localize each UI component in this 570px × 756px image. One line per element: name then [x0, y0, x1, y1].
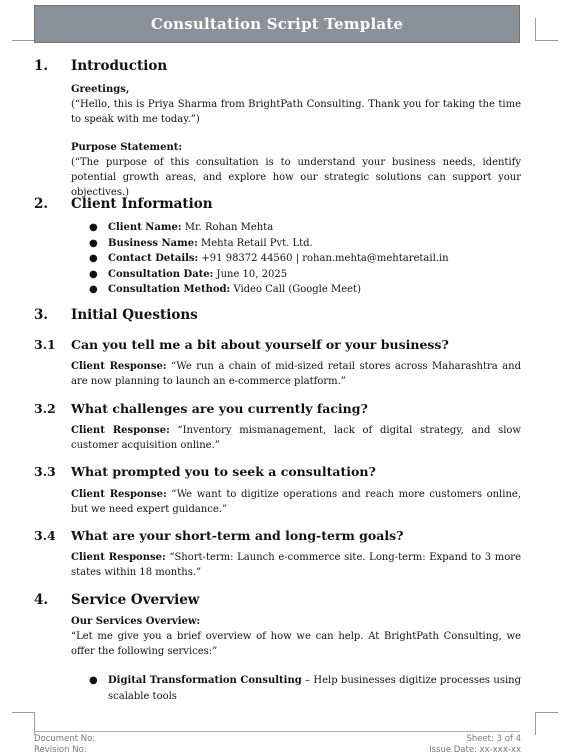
- client-response: Client Response: “We run a chain of mid-sized retail stores across Maharashtra and are now planning to launch an e-commerce platform.”: [71, 361, 521, 387]
- client-response: Client Response: “We want to digitize operations and reach more customers online, but we need expert guidance.”: [71, 489, 521, 515]
- client-response: Client Response: “Inventory mismanagement, lack of digital strategy, and slow customer acquisition online.”: [71, 425, 521, 451]
- bullet-icon: ●: [89, 675, 98, 686]
- services-list: [71, 673, 521, 704]
- question-heading: 3.1 Can you tell me a bit about yourself or your business?: [34, 337, 449, 352]
- list-item: ● Contact Details: +91 98372 44560 | rohan.mehta@mehtaretail.in: [71, 251, 521, 267]
- list-item: ● Client Name: Mr. Rohan Mehta: [71, 220, 521, 236]
- section-heading-introduction: 1. Introduction: [34, 58, 168, 74]
- purpose-label: Purpose Statement:: [71, 142, 183, 153]
- question-heading: 3.3 What prompted you to seek a consultation?: [34, 464, 376, 479]
- bullet-icon: ●: [89, 284, 98, 295]
- services-overview-text: “Let me give you a brief overview of how we can help. At BrightPath Consulting, we offer the following services:”: [71, 631, 521, 657]
- bullet-icon: ●: [89, 268, 98, 280]
- section-heading-initial-questions: 3. Initial Questions: [34, 307, 198, 323]
- client-info-list: [71, 220, 521, 298]
- list-item: ● Business Name: Mehta Retail Pvt. Ltd.: [71, 236, 521, 252]
- question-heading: 3.2 What challenges are you currently facing?: [34, 401, 368, 416]
- list-item: ● Digital Transformation Consulting – Help businesses digitize processes using scalable tools: [89, 675, 521, 702]
- corner-mark-bottom-right: [535, 712, 558, 735]
- services-overview-block: [71, 614, 521, 659]
- greetings-label: Greetings,: [71, 84, 130, 95]
- bullet-icon: ●: [89, 237, 98, 249]
- list-item: ● Consultation Date: June 10, 2025: [71, 267, 521, 283]
- footer-issue-date: Issue Date: xx-xxx-xx: [429, 745, 521, 755]
- bullet-icon: ●: [89, 222, 98, 233]
- greetings-block: [71, 82, 521, 127]
- footer-sheet: Sheet: 3 of 4: [466, 734, 521, 744]
- document-title: Consultation Script Template: [150, 15, 404, 33]
- question-heading: 3.4 What are your short-term and long-term goals?: [34, 528, 404, 543]
- footer-revision-no: Revision No:: [34, 745, 87, 755]
- purpose-text: (“The purpose of this consultation is to understand your business needs, identify potential growth areas, and explore how our strategic solutions can support your objectives.): [71, 157, 521, 198]
- services-overview-label: Our Services Overview:: [71, 616, 201, 627]
- corner-mark-bottom-left: [12, 712, 35, 735]
- footer-divider: [34, 731, 520, 732]
- title-banner: [34, 5, 520, 43]
- section-heading-service-overview: 4. Service Overview: [34, 592, 200, 608]
- greetings-text: (“Hello, this is Priya Sharma from BrightPath Consulting. Thank you for taking the time to speak with me today.”): [71, 99, 521, 125]
- purpose-block: [71, 140, 521, 200]
- section-heading-client-information: 2. Client Information: [34, 196, 213, 212]
- corner-mark-top-right: [535, 18, 558, 41]
- client-response: Client Response: “Short-term: Launch e-commerce site. Long-term: Expand to 3 more states within 18 months.”: [71, 552, 521, 578]
- corner-mark-top-left: [12, 18, 35, 41]
- footer-document-no: Document No:: [34, 734, 96, 744]
- list-item: ● Consultation Method: Video Call (Google Meet): [71, 282, 521, 298]
- bullet-icon: ●: [89, 253, 98, 264]
